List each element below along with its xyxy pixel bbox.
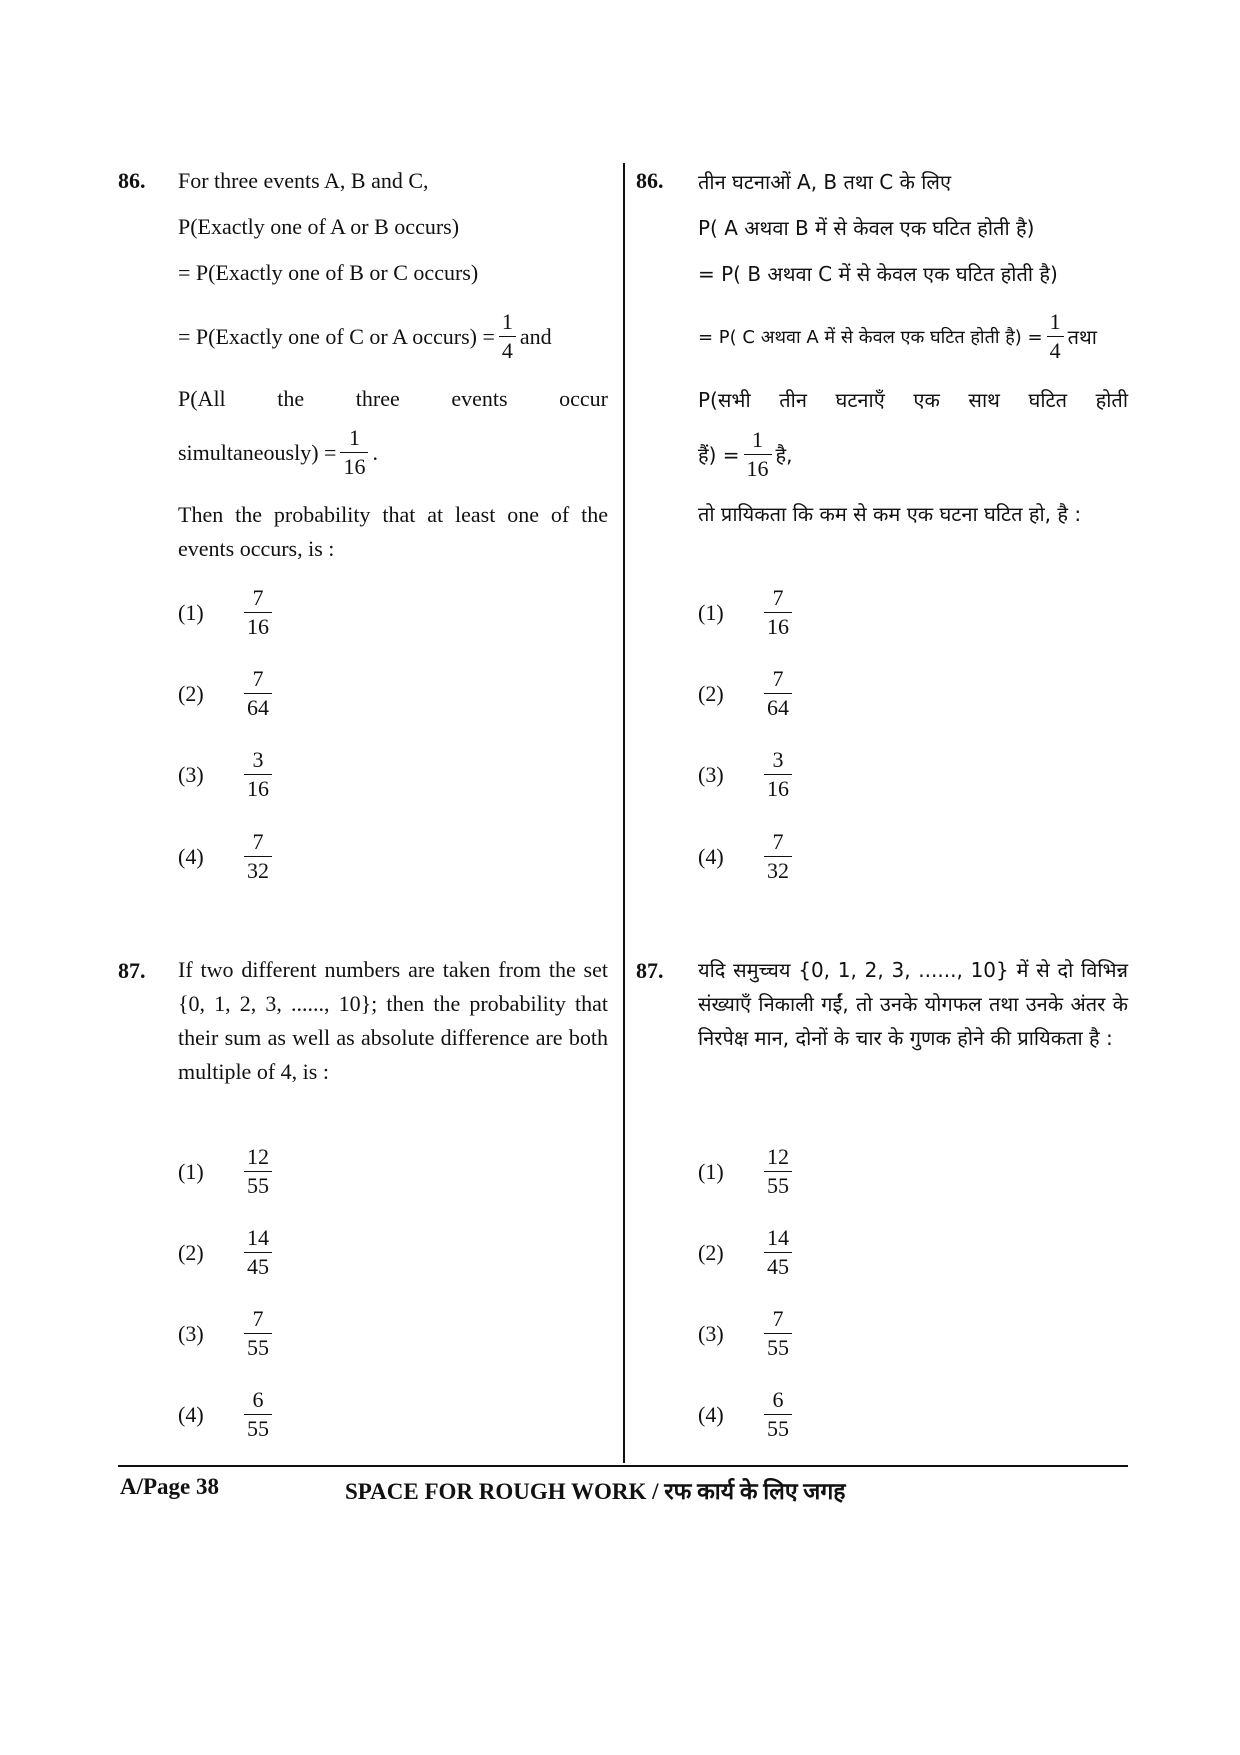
fraction [764,1305,792,1362]
q86-number-en: 86. [118,168,146,193]
fraction-denominator: 64 [767,695,789,720]
fraction-numerator: 12 [244,1143,272,1172]
option-label: (2) [698,1239,724,1265]
q86-option-2-hi[interactable] [698,665,796,722]
option-label: (1) [698,599,724,625]
fraction-numerator: 1 [499,308,516,337]
fraction-denominator: 32 [247,858,269,883]
q87-option-3-hi[interactable] [698,1305,796,1362]
q87-option-3-en[interactable] [178,1305,276,1362]
q86-line4-en: P(All the three events occur [178,386,608,411]
fraction-denominator: 64 [247,695,269,720]
fraction-denominator: 16 [746,456,769,481]
option-label: (4) [178,1401,204,1427]
fraction-numerator: 1 [744,426,772,455]
option-label: (4) [698,843,724,869]
fraction-denominator: 16 [247,776,269,801]
option-label: (3) [178,1320,204,1346]
fraction-numerator: 6 [764,1386,792,1415]
q86-line3-post-hi: तथा [1067,325,1097,349]
option-label: (4) [178,843,204,869]
fraction [244,1305,272,1362]
fraction [244,828,272,885]
page-number: A/Page 38 [120,1474,220,1499]
option-label: (3) [178,761,204,787]
fraction [764,746,792,803]
fraction [244,1143,272,1200]
fraction [764,828,792,885]
fraction-denominator: 16 [767,614,789,639]
fraction-denominator: 55 [247,1335,269,1360]
q86-option-3-en[interactable] [178,746,276,803]
fraction-denominator: 16 [343,454,366,479]
fraction-denominator: 55 [247,1173,269,1198]
q86-option-4-en[interactable] [178,828,276,885]
fraction-denominator: 55 [767,1416,789,1441]
option-label: (4) [698,1401,724,1427]
fraction [744,426,772,483]
q86-line3-en [178,308,552,365]
fraction-denominator: 55 [247,1416,269,1441]
option-label: (3) [698,761,724,787]
q87-number-hi: 87. [636,958,664,983]
fraction [764,1224,792,1281]
q86-line5-hi [698,426,793,483]
q86-line5-post-hi: है, [775,443,793,467]
column-divider [623,163,625,1463]
q86-number-hi: 86. [636,168,664,193]
q86-line4-hi: P(सभी तीन घटनाएँ एक साथ घटित होती [698,388,1128,412]
q86-question-en: Then the probability that at least one of the events occurs, is : [178,502,608,561]
fraction-numerator: 7 [764,828,792,857]
fraction-numerator: 7 [764,1305,792,1334]
q87-option-4-hi[interactable] [698,1386,796,1443]
q86-line2-hi: = P( B अथवा C में से केवल एक घटित होती है) [698,262,1058,286]
fraction-numerator: 3 [244,746,272,775]
fraction [764,1143,792,1200]
q86-option-3-hi[interactable] [698,746,796,803]
fraction-denominator: 4 [501,338,513,363]
q86-question-hi: तो प्रायिकता कि कम से कम एक घटना घटित हो, है : [698,502,1082,526]
fraction [1047,308,1064,365]
option-label: (1) [178,1158,204,1184]
option-label: (2) [178,1239,204,1265]
q86-line5-pre-en: simultaneously) = [178,439,337,465]
fraction-numerator: 7 [244,665,272,694]
q86-intro-hi: तीन घटनाओं A, B तथा C के लिए [698,170,952,194]
q87-option-1-en[interactable] [178,1143,276,1200]
fraction-numerator: 7 [764,584,792,613]
fraction-numerator: 7 [244,584,272,613]
fraction-numerator: 14 [244,1224,272,1253]
q86-line5-en [178,424,378,481]
fraction [764,584,792,641]
fraction-denominator: 45 [247,1254,269,1279]
q86-line5-pre-hi: हैं) = [698,443,740,467]
fraction-denominator: 55 [767,1173,789,1198]
fraction-numerator: 14 [764,1224,792,1253]
q87-question-en: If two different numbers are taken from the set {0, 1, 2, 3, ......, 10}; then the probability that their sum as well as absolute difference are both multiple of 4, is : [178,957,608,1084]
q86-option-1-hi[interactable] [698,584,796,641]
q86-option-2-en[interactable] [178,665,276,722]
q87-option-4-en[interactable] [178,1386,276,1443]
fraction-numerator: 12 [764,1143,792,1172]
option-label: (1) [178,599,204,625]
fraction-numerator: 6 [244,1386,272,1415]
fraction-numerator: 7 [244,1305,272,1334]
option-label: (2) [698,680,724,706]
fraction-numerator: 7 [764,665,792,694]
fraction [764,665,792,722]
q86-line3-pre-hi: = P( C अथवा A में से केवल एक घटित होती है) = [698,326,1043,348]
fraction-numerator: 7 [244,828,272,857]
q86-line2-en: = P(Exactly one of B or C occurs) [178,260,479,285]
fraction [244,584,272,641]
footer-rule [118,1465,1128,1467]
q86-intro-en: For three events A, B and C, [178,168,429,193]
option-label: (3) [698,1320,724,1346]
q87-option-1-hi[interactable] [698,1143,796,1200]
q87-option-2-en[interactable] [178,1224,276,1281]
q87-question-hi: यदि समुच्चय {0, 1, 2, 3, ......, 10} में से दो विभिन्न संख्याएँ निकाली गईं, तो उनके योगफल तथा उनके अंतर के निरपेक्ष मान, दोनों के चार के गुणक होने की प्रायिकता है : [698,958,1128,1050]
rough-work-label: SPACE FOR ROUGH WORK / रफ कार्य के लिए जगह [345,1479,846,1504]
q86-line1-hi: P( A अथवा B में से केवल एक घटित होती है) [698,216,1035,240]
q86-option-4-hi[interactable] [698,828,796,885]
fraction [244,1386,272,1443]
fraction-denominator: 32 [767,858,789,883]
option-label: (1) [698,1158,724,1184]
option-label: (2) [178,680,204,706]
q87-number-en: 87. [118,958,146,983]
fraction-numerator: 1 [340,424,368,453]
q86-line3-post-en: and [519,323,552,349]
fraction [499,308,516,365]
fraction-denominator: 55 [767,1335,789,1360]
fraction [764,1386,792,1443]
fraction-denominator: 16 [247,614,269,639]
fraction-numerator: 1 [1047,308,1064,337]
q86-line5-post-en: . [372,439,378,465]
fraction-numerator: 3 [764,746,792,775]
fraction [340,424,368,481]
fraction [244,746,272,803]
fraction-denominator: 4 [1049,338,1061,363]
q86-option-1-en[interactable] [178,584,276,641]
fraction-denominator: 45 [767,1254,789,1279]
fraction-denominator: 16 [767,776,789,801]
q86-line1-en: P(Exactly one of A or B occurs) [178,214,460,239]
q87-option-2-hi[interactable] [698,1224,796,1281]
fraction [244,1224,272,1281]
q86-line3-pre-en: = P(Exactly one of C or A occurs) = [178,323,495,349]
fraction [244,665,272,722]
q86-line3-hi [698,308,1097,365]
